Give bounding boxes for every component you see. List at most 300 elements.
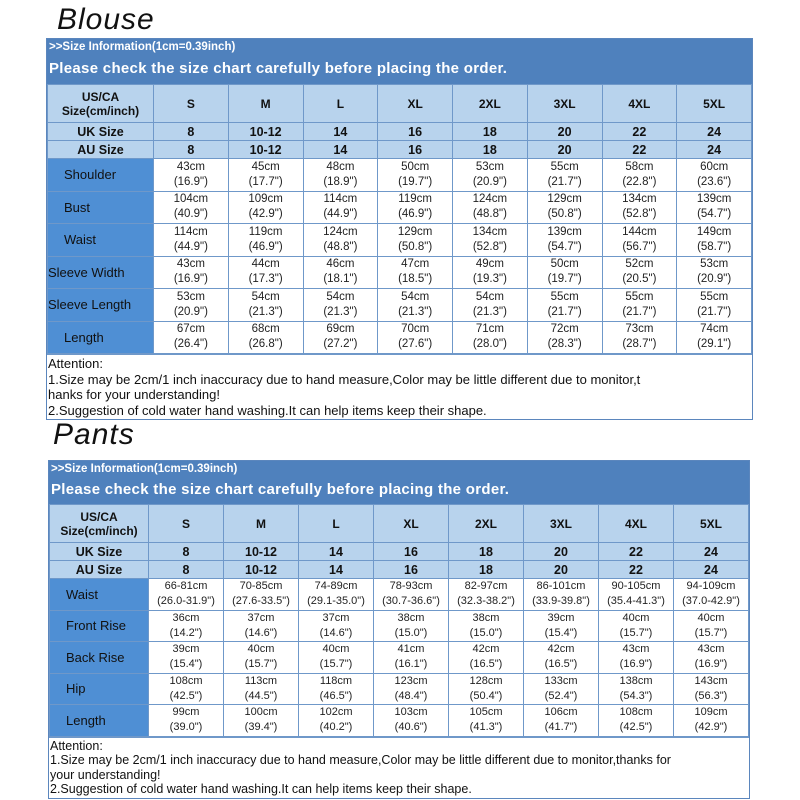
au-size-value: 8 xyxy=(149,561,224,579)
measurement-cell xyxy=(299,579,374,611)
uk-size-value: 10-12 xyxy=(228,123,303,141)
au-size-value: 20 xyxy=(524,561,599,579)
measurement-cell xyxy=(224,705,299,737)
value-cm: 48cm xyxy=(326,160,355,173)
value-cm: 55cm xyxy=(625,290,654,303)
size-2xl: 2XL xyxy=(453,85,528,123)
value-inch: (52.8") xyxy=(472,240,507,253)
value-inch: (17.3") xyxy=(248,273,283,286)
measurement-cell xyxy=(602,289,677,322)
value-cm: 106cm xyxy=(544,706,578,719)
measurement-cell xyxy=(303,191,378,224)
measurement-cell xyxy=(374,673,449,705)
value-inch: (41.7") xyxy=(544,721,578,734)
measurement-cell xyxy=(599,610,674,642)
size-4xl: 4XL xyxy=(602,85,677,123)
measurement-cell xyxy=(228,256,303,289)
value-cm: 67cm xyxy=(176,323,205,336)
value-cm: 144cm xyxy=(622,225,657,238)
value-inch: (14.6") xyxy=(244,626,278,639)
size-m: M xyxy=(228,85,303,123)
value-cm: 53cm xyxy=(475,160,504,173)
size-check-notice: Please check the size chart carefully before placing the order. xyxy=(49,60,508,77)
value-inch: (17.7") xyxy=(248,175,283,188)
value-inch: (29.1-35.0") xyxy=(307,595,365,608)
value-cm: 119cm xyxy=(248,225,283,238)
au-size-value: 24 xyxy=(674,561,749,579)
value-inch: (40.2") xyxy=(319,721,353,734)
measurement-cell xyxy=(228,191,303,224)
value-cm: 44cm xyxy=(251,258,280,271)
attention-heading: Attention: xyxy=(48,356,103,371)
au-size-label: AU Size xyxy=(50,561,149,579)
attention-line-1b: hanks for your understanding! xyxy=(48,387,220,402)
value-inch: (46.5") xyxy=(319,689,353,702)
measurement-cell xyxy=(453,256,528,289)
value-inch: (21.7") xyxy=(547,305,582,318)
measurement-cell xyxy=(677,289,752,322)
uk-size-value: 20 xyxy=(527,123,602,141)
measurement-cell xyxy=(224,642,299,674)
measurement-cell xyxy=(527,159,602,192)
size-4xl: 4XL xyxy=(599,505,674,543)
value-inch: (15.7") xyxy=(694,626,728,639)
value-cm: 138cm xyxy=(619,674,653,687)
value-inch: (37.0-42.9") xyxy=(682,595,740,608)
value-inch: (32.3-38.2") xyxy=(457,595,515,608)
value-inch: (20.9") xyxy=(472,175,507,188)
value-cm: 55cm xyxy=(550,290,579,303)
measurement-cell xyxy=(303,256,378,289)
measurement-cell xyxy=(228,321,303,354)
pants-size-table xyxy=(49,504,749,737)
measurement-cell xyxy=(374,579,449,611)
value-cm: 114cm xyxy=(174,225,208,238)
measurement-row xyxy=(50,579,749,611)
value-cm: 102cm xyxy=(319,706,353,719)
measurement-cell xyxy=(149,579,224,611)
measurement-label: Front Rise xyxy=(50,610,149,642)
measurement-cell xyxy=(453,321,528,354)
value-cm: 43cm xyxy=(622,643,650,656)
measurement-cell xyxy=(449,642,524,674)
measurement-label: Back Rise xyxy=(50,642,149,674)
uk-size-value: 20 xyxy=(524,543,599,561)
value-cm: 143cm xyxy=(694,674,728,687)
value-inch: (44.9") xyxy=(323,208,358,221)
value-inch: (21.7") xyxy=(547,175,582,188)
value-cm: 36cm xyxy=(172,611,200,624)
value-cm: 55cm xyxy=(700,290,729,303)
uk-size-row xyxy=(48,123,752,141)
value-inch: (15.4") xyxy=(169,658,203,671)
measurement-cell xyxy=(677,159,752,192)
au-size-value: 24 xyxy=(677,141,752,159)
us-ca-label-line1: US/CA xyxy=(81,89,120,104)
size-s: S xyxy=(149,505,224,543)
value-inch: (42.5") xyxy=(169,689,203,702)
value-cm: 108cm xyxy=(169,674,203,687)
value-inch: (35.4-41.3") xyxy=(607,595,665,608)
value-cm: 39cm xyxy=(547,611,575,624)
measurement-cell xyxy=(224,673,299,705)
measurement-cell xyxy=(527,256,602,289)
value-inch: (19.3") xyxy=(472,273,507,286)
measurement-cell xyxy=(602,224,677,257)
measurement-cell xyxy=(378,256,453,289)
size-5xl: 5XL xyxy=(674,505,749,543)
measurement-cell xyxy=(449,579,524,611)
measurement-cell xyxy=(378,289,453,322)
value-cm: 86-101cm xyxy=(536,580,586,593)
value-inch: (20.9") xyxy=(173,305,208,318)
measurement-label: Hip xyxy=(50,673,149,705)
au-size-value: 18 xyxy=(453,141,528,159)
value-inch: (26.8") xyxy=(248,338,283,351)
value-inch: (39.4") xyxy=(244,721,278,734)
measurement-cell xyxy=(228,289,303,322)
value-cm: 40cm xyxy=(322,643,350,656)
measurement-cell xyxy=(524,579,599,611)
value-inch: (23.6") xyxy=(697,175,732,188)
value-inch: (27.2") xyxy=(323,338,358,351)
value-cm: 66-81cm xyxy=(164,580,208,593)
value-inch: (41.3") xyxy=(469,721,503,734)
value-cm: 90-105cm xyxy=(611,580,661,593)
value-cm: 40cm xyxy=(247,643,275,656)
measurement-cell xyxy=(449,705,524,737)
size-header-row xyxy=(48,85,752,123)
value-inch: (30.7-36.6") xyxy=(382,595,440,608)
measurement-cell xyxy=(602,191,677,224)
value-cm: 109cm xyxy=(248,193,283,206)
value-inch: (46.9") xyxy=(248,240,283,253)
blouse-attention-note xyxy=(47,354,752,419)
value-inch: (54.7") xyxy=(547,240,582,253)
measurement-cell xyxy=(599,642,674,674)
measurement-cell xyxy=(449,610,524,642)
value-inch: (56.7") xyxy=(622,240,657,253)
measurement-cell xyxy=(154,289,229,322)
measurement-cell xyxy=(149,673,224,705)
value-inch: (52.8") xyxy=(622,208,657,221)
measurement-cell xyxy=(374,610,449,642)
value-inch: (19.7") xyxy=(398,175,433,188)
value-cm: 52cm xyxy=(625,258,654,271)
value-cm: 54cm xyxy=(401,290,430,303)
measurement-cell xyxy=(449,673,524,705)
uk-size-label: UK Size xyxy=(50,543,149,561)
measurement-cell xyxy=(299,610,374,642)
value-inch: (54.3") xyxy=(619,689,653,702)
value-inch: (16.9") xyxy=(619,658,653,671)
value-cm: 139cm xyxy=(696,193,732,206)
uk-size-value: 14 xyxy=(299,543,374,561)
measurement-cell xyxy=(154,191,229,224)
us-ca-label-line2: Size(cm/inch) xyxy=(61,103,140,118)
measurement-cell xyxy=(303,321,378,354)
measurement-cell xyxy=(524,642,599,674)
value-inch: (22.8") xyxy=(622,175,657,188)
value-inch: (42.9") xyxy=(248,208,283,221)
value-cm: 47cm xyxy=(401,258,430,271)
value-inch: (54.7") xyxy=(697,208,732,221)
uk-size-value: 24 xyxy=(677,123,752,141)
measurement-cell xyxy=(299,705,374,737)
measurement-cell xyxy=(602,159,677,192)
attention-heading: Attention: xyxy=(50,738,103,753)
value-inch: (21.7") xyxy=(622,305,657,318)
measurement-cell xyxy=(674,579,749,611)
measurement-cell xyxy=(524,610,599,642)
uk-size-value: 14 xyxy=(303,123,378,141)
size-xl: XL xyxy=(378,85,453,123)
measurement-cell xyxy=(303,289,378,322)
value-cm: 37cm xyxy=(247,611,275,624)
measurement-cell xyxy=(453,159,528,192)
measurement-cell xyxy=(524,705,599,737)
measurement-cell xyxy=(374,642,449,674)
au-size-value: 10-12 xyxy=(228,141,303,159)
measurement-row xyxy=(50,610,749,642)
measurement-cell xyxy=(599,705,674,737)
attention-line-1b: your understanding! xyxy=(50,767,161,782)
measurement-row xyxy=(48,159,752,192)
uk-size-value: 22 xyxy=(599,543,674,561)
value-inch: (21.7") xyxy=(697,305,732,318)
measurement-cell xyxy=(224,610,299,642)
measurement-cell xyxy=(224,579,299,611)
value-cm: 43cm xyxy=(176,160,205,173)
pants-section-title: Pants xyxy=(53,418,135,451)
size-s: S xyxy=(154,85,229,123)
value-cm: 99cm xyxy=(172,706,200,719)
value-cm: 60cm xyxy=(700,160,729,173)
size-3xl: 3XL xyxy=(527,85,602,123)
value-inch: (18.5") xyxy=(398,273,433,286)
uk-size-value: 22 xyxy=(602,123,677,141)
value-cm: 54cm xyxy=(326,290,355,303)
measurement-cell xyxy=(677,256,752,289)
size-l: L xyxy=(299,505,374,543)
uk-size-value: 16 xyxy=(374,543,449,561)
value-inch: (50.8") xyxy=(398,240,433,253)
au-size-value: 16 xyxy=(378,141,453,159)
measurement-row xyxy=(48,224,752,257)
value-cm: 105cm xyxy=(469,706,503,719)
measurement-label: Length xyxy=(50,705,149,737)
value-inch: (27.6-33.5") xyxy=(232,595,290,608)
measurement-cell xyxy=(677,224,752,257)
blouse-banner xyxy=(47,39,752,84)
value-inch: (16.5") xyxy=(469,658,503,671)
uk-size-value: 18 xyxy=(449,543,524,561)
uk-size-row xyxy=(50,543,749,561)
measurement-cell xyxy=(602,321,677,354)
value-inch: (15.4") xyxy=(544,626,578,639)
value-cm: 134cm xyxy=(622,193,657,206)
value-inch: (16.9") xyxy=(173,175,208,188)
value-inch: (15.0") xyxy=(394,626,428,639)
value-cm: 73cm xyxy=(625,323,654,336)
measurement-cell xyxy=(453,289,528,322)
value-cm: 124cm xyxy=(323,225,358,238)
measurement-row xyxy=(48,321,752,354)
value-cm: 128cm xyxy=(469,674,503,687)
value-cm: 82-97cm xyxy=(464,580,508,593)
measurement-label: Bust xyxy=(48,191,154,224)
measurement-cell xyxy=(527,191,602,224)
measurement-cell xyxy=(228,159,303,192)
measurement-cell xyxy=(154,321,229,354)
measurement-cell xyxy=(674,705,749,737)
au-size-value: 20 xyxy=(527,141,602,159)
value-inch: (15.7") xyxy=(619,626,653,639)
value-inch: (44.5") xyxy=(244,689,278,702)
size-xl: XL xyxy=(374,505,449,543)
au-size-value: 18 xyxy=(449,561,524,579)
value-inch: (20.5") xyxy=(622,273,657,286)
au-size-value: 22 xyxy=(599,561,674,579)
measurement-cell xyxy=(149,610,224,642)
measurement-cell xyxy=(674,610,749,642)
value-inch: (20.9") xyxy=(697,273,732,286)
au-size-value: 14 xyxy=(299,561,374,579)
value-cm: 123cm xyxy=(394,674,428,687)
measurement-label: Length xyxy=(48,321,154,354)
value-inch: (18.9") xyxy=(323,175,358,188)
value-cm: 119cm xyxy=(398,193,432,206)
measurement-label: Sleeve Width xyxy=(48,256,154,289)
attention-line-2: 2.Suggestion of cold water hand washing.It can help items keep their shape. xyxy=(50,782,472,796)
measurement-cell xyxy=(228,224,303,257)
value-cm: 149cm xyxy=(696,225,732,238)
measurement-row xyxy=(48,289,752,322)
value-inch: (52.4") xyxy=(544,689,578,702)
value-cm: 38cm xyxy=(472,611,500,624)
value-cm: 74-89cm xyxy=(314,580,358,593)
value-cm: 53cm xyxy=(700,258,729,271)
au-size-row xyxy=(50,561,749,579)
measurement-label: Waist xyxy=(48,224,154,257)
measurement-label: Waist xyxy=(50,579,149,611)
value-cm: 74cm xyxy=(700,323,729,336)
value-cm: 104cm xyxy=(173,193,209,206)
measurement-cell xyxy=(453,191,528,224)
value-cm: 71cm xyxy=(475,323,504,336)
value-cm: 72cm xyxy=(550,323,579,336)
measurement-cell xyxy=(677,191,752,224)
au-size-value: 10-12 xyxy=(224,561,299,579)
measurement-cell xyxy=(149,705,224,737)
value-inch: (18.1") xyxy=(323,273,358,286)
value-inch: (29.1") xyxy=(697,338,732,351)
au-size-value: 8 xyxy=(154,141,229,159)
blouse-size-table xyxy=(47,84,752,354)
measurement-cell xyxy=(378,159,453,192)
value-cm: 54cm xyxy=(251,290,280,303)
value-cm: 70-85cm xyxy=(239,580,283,593)
value-cm: 124cm xyxy=(472,193,508,206)
value-cm: 100cm xyxy=(244,706,278,719)
measurement-label: Sleeve Length xyxy=(48,289,154,322)
value-inch: (21.3") xyxy=(248,305,283,318)
value-cm: 45cm xyxy=(251,160,280,173)
uk-size-value: 8 xyxy=(149,543,224,561)
measurement-cell xyxy=(299,673,374,705)
uk-size-value: 24 xyxy=(674,543,749,561)
value-cm: 139cm xyxy=(547,225,582,238)
measurement-cell xyxy=(453,224,528,257)
value-cm: 129cm xyxy=(397,225,433,238)
value-inch: (42.5") xyxy=(619,721,653,734)
value-inch: (15.7") xyxy=(319,658,353,671)
value-cm: 50cm xyxy=(401,160,430,173)
value-inch: (26.0-31.9") xyxy=(157,595,215,608)
au-size-label: AU Size xyxy=(48,141,154,159)
value-inch: (16.5") xyxy=(544,658,578,671)
value-cm: 39cm xyxy=(172,643,200,656)
measurement-row xyxy=(48,191,752,224)
size-m: M xyxy=(224,505,299,543)
value-inch: (42.9") xyxy=(694,721,728,734)
measurement-cell xyxy=(149,642,224,674)
value-inch: (16.1") xyxy=(394,658,428,671)
value-cm: 58cm xyxy=(625,160,654,173)
size-5xl: 5XL xyxy=(677,85,752,123)
value-inch: (33.9-39.8") xyxy=(532,595,590,608)
us-ca-label-line1: US/CA xyxy=(80,509,118,524)
measurement-cell xyxy=(378,191,453,224)
value-cm: 70cm xyxy=(401,323,430,336)
value-inch: (28.0") xyxy=(472,338,507,351)
au-size-value: 14 xyxy=(303,141,378,159)
value-inch: (15.7") xyxy=(244,658,278,671)
value-cm: 40cm xyxy=(697,611,725,624)
measurement-cell xyxy=(599,579,674,611)
measurement-cell xyxy=(527,321,602,354)
us-ca-label-line2: Size(cm/inch) xyxy=(60,523,138,538)
value-cm: 55cm xyxy=(550,160,579,173)
value-inch: (39.0") xyxy=(169,721,203,734)
value-cm: 69cm xyxy=(326,323,355,336)
value-cm: 68cm xyxy=(251,323,280,336)
measurement-cell xyxy=(303,224,378,257)
measurement-cell xyxy=(299,642,374,674)
value-inch: (28.7") xyxy=(622,338,657,351)
value-cm: 42cm xyxy=(472,643,500,656)
measurement-cell xyxy=(303,159,378,192)
pants-size-chart xyxy=(48,460,750,799)
value-inch: (58.7") xyxy=(697,240,732,253)
value-cm: 134cm xyxy=(472,225,508,238)
size-information-note: >>Size Information(1cm=0.39inch) xyxy=(51,463,238,475)
value-inch: (40.6") xyxy=(394,721,428,734)
value-cm: 113cm xyxy=(244,674,278,687)
measurement-cell xyxy=(677,321,752,354)
size-check-notice: Please check the size chart carefully before placing the order. xyxy=(51,481,510,498)
measurement-cell xyxy=(154,224,229,257)
measurement-cell xyxy=(674,673,749,705)
pants-banner xyxy=(49,461,749,504)
uk-size-value: 10-12 xyxy=(224,543,299,561)
value-cm: 108cm xyxy=(619,706,653,719)
measurement-row xyxy=(50,642,749,674)
attention-line-2: 2.Suggestion of cold water hand washing.It can help items keep their shape. xyxy=(48,402,487,418)
value-cm: 49cm xyxy=(475,258,504,271)
measurement-cell xyxy=(378,321,453,354)
value-cm: 43cm xyxy=(176,258,205,271)
